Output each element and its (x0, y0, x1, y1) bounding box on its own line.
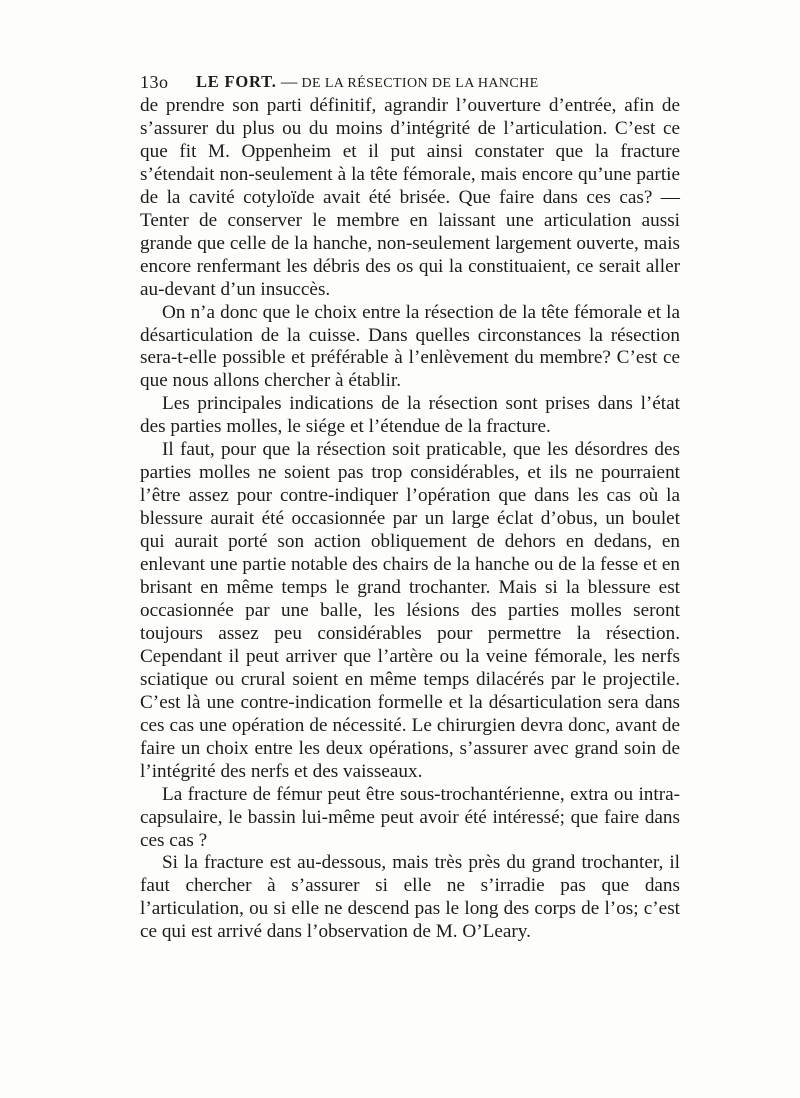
body-text (140, 95, 680, 944)
paragraph-3: Les principales indications de la résection sont prises dans l’état des parties molles, le siége et l’étendue de la fracture. (140, 393, 680, 438)
paragraph-1: de prendre son parti définitif, agrandir l’ouverture d’entrée, afin de s’assurer du plus ou du moins d’intégrité de l’articulation. C’est ce que fit M. Oppenheim et il put ainsi constater que la fracture s’étendait non-seulement à la tête fémorale, mais encore qu’une partie de la cavité cotyloïde avait été brisée. Que faire dans ces cas? — Tenter de conserver le membre en laissant une articulation aussi grande que celle de la hanche, non-seulement largement ouverte, mais encore renfermant les débris des os qui la constituaient, ce serait aller au-devant d’un insuccès. (140, 95, 680, 300)
paragraph-4: Il faut, pour que la résection soit praticable, que les désordres des parties molles ne soient pas trop considérables, et ils ne pourraient l’être assez pour contre-indiquer l’opération que dans les cas où la blessure aurait été occasionnée par un large éclat d’obus, un boulet qui aurait porté son action obliquement de dehors en dedans, en enlevant une partie notable des chairs de la hanche ou de la fesse et en brisant en même temps le grand trochanter. Mais si la blessure est occasionnée par une balle, les lésions des parties molles seront toujours assez peu considérables pour permettre la résection. Cependant il peut arriver que l’artère ou la veine fémorale, les nerfs sciatique ou crural soient en même temps dilacérés par le projectile. C’est là une contre-indication formelle et la désarticulation sera dans ces cas une opération de nécessité. Le chirurgien devra donc, avant de faire un choix entre les deux opérations, s’assurer avec grand soin de l’intégrité des nerfs et des vaisseaux. (140, 439, 680, 782)
header-title: DE LA RÉSECTION DE LA HANCHE (301, 76, 539, 91)
paragraph-5: La fracture de fémur peut être sous-trochantérienne, extra ou intra-capsulaire, le bassin lui-même peut avoir été intéressé; que faire dans ces cas ? (140, 783, 680, 851)
page-number: 13o (140, 72, 169, 92)
running-head (196, 70, 539, 96)
paragraph-2: On n’a donc que le choix entre la résection de la tête fémorale et la désarticulation de la cuisse. Dans quelles circonstances la résection sera-t-elle possible et préférable à l’enlèvement du membre? C’est ce que nous allons chercher à établir. (140, 301, 680, 392)
header-author: LE FORT. (196, 72, 277, 91)
header-separator: — (276, 72, 302, 91)
running-header (140, 70, 680, 94)
paragraph-6: Si la fracture est au-dessous, mais très près du grand trochanter, il faut chercher à s’assurer si elle ne s’irradie pas que dans l’articulation, ou si elle ne descend pas le long des corps de l’os; c’est ce qui est arrivé dans l’observation de M. O’Leary. (140, 852, 680, 943)
